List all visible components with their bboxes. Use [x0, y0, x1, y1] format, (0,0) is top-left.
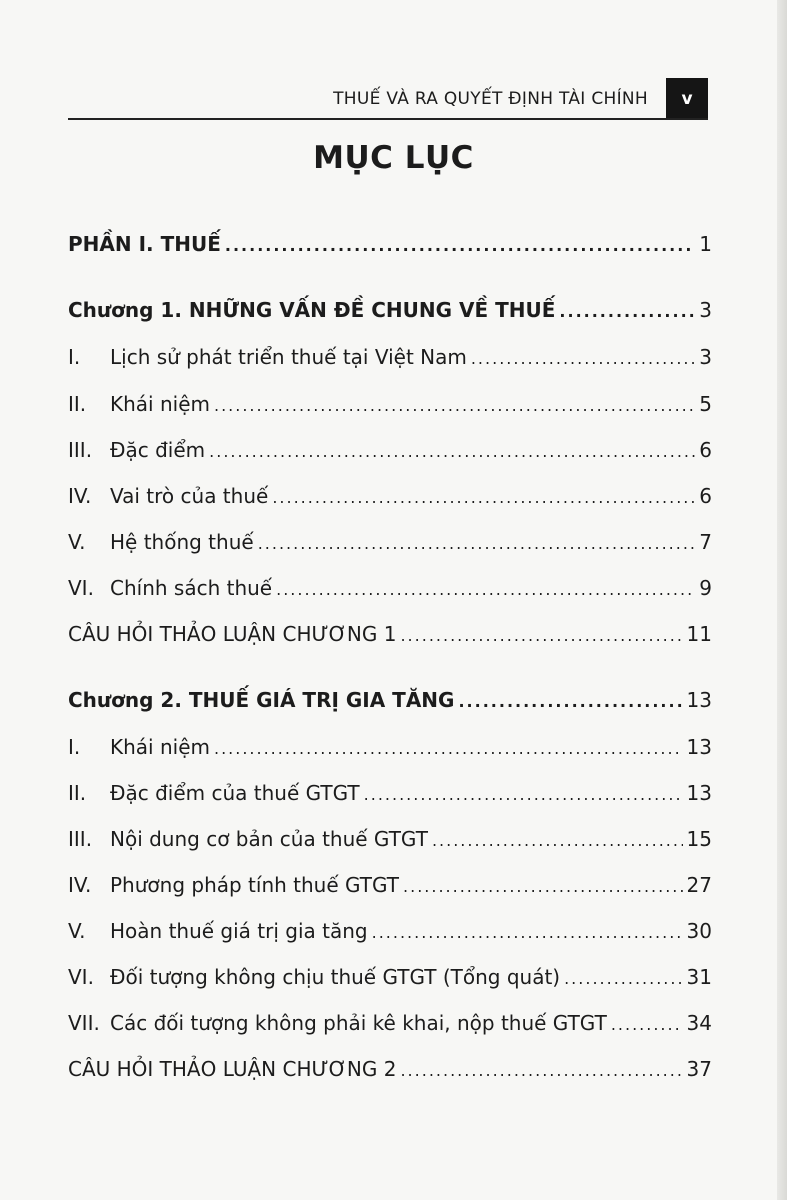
dot-leader [400, 1061, 682, 1080]
toc-entry-label: CÂU HỎI THẢO LUẬN CHƯƠNG 2 [68, 1057, 397, 1081]
dot-leader [214, 739, 683, 758]
dot-leader [458, 692, 682, 711]
toc-part-heading[interactable] [68, 232, 712, 256]
toc-entry[interactable] [68, 345, 712, 369]
dot-leader [372, 923, 683, 942]
toc-entry-label: Đặc điểm [110, 438, 206, 462]
toc-entry-page: 15 [686, 827, 712, 851]
page-number: v [666, 78, 708, 118]
header-rule [68, 118, 708, 120]
dot-leader [272, 488, 695, 507]
toc-entry-label: Vai trò của thuế [110, 484, 269, 508]
toc-entry-label: Chính sách thuế [110, 576, 273, 600]
toc-entry[interactable] [68, 919, 712, 943]
dot-leader [214, 396, 695, 415]
toc-entry-number: VI. [68, 576, 94, 600]
dot-leader [364, 785, 683, 804]
toc-entry[interactable] [68, 781, 712, 805]
toc-chapter-heading[interactable] [68, 688, 712, 712]
toc-entry-number: II. [68, 781, 87, 805]
toc-entry-page: 37 [686, 1057, 712, 1081]
dot-leader [400, 626, 682, 645]
toc-entry[interactable] [68, 576, 712, 600]
toc-entry[interactable] [68, 1057, 712, 1081]
toc-entry[interactable] [68, 735, 712, 759]
toc-entry[interactable] [68, 392, 712, 416]
toc-entry-page: 30 [686, 919, 712, 943]
toc-entry-label: Hệ thống thuế [110, 530, 254, 554]
toc-entry-page: 9 [699, 576, 712, 600]
toc-entry-page: 13 [686, 688, 712, 712]
toc-entry-number: VII. [68, 1011, 100, 1035]
toc-entry-label: Phương pháp tính thuế GTGT [110, 873, 400, 897]
dot-leader [471, 349, 695, 368]
dot-leader [209, 442, 695, 461]
toc-entry-page: 11 [686, 622, 712, 646]
toc-entry[interactable] [68, 1011, 712, 1035]
dot-leader [559, 302, 695, 321]
toc-entry[interactable] [68, 622, 712, 646]
running-header [68, 78, 708, 118]
toc-entry-page: 13 [686, 735, 712, 759]
dot-leader [258, 534, 696, 553]
toc-entry-page: 31 [686, 965, 712, 989]
dot-leader [432, 831, 683, 850]
toc-entry[interactable] [68, 965, 712, 989]
toc-entry-page: 27 [686, 873, 712, 897]
toc-entry[interactable] [68, 438, 712, 462]
dot-leader [564, 969, 682, 988]
toc-entry-label: Đặc điểm của thuế GTGT [110, 781, 360, 805]
toc-entry-label: Nội dung cơ bản của thuế GTGT [110, 827, 428, 851]
toc-entry-page: 6 [699, 438, 712, 462]
dot-leader [225, 236, 695, 255]
toc-entry-page: 6 [699, 484, 712, 508]
toc-entry-number: V. [68, 919, 86, 943]
toc-entry-number: II. [68, 392, 87, 416]
dot-leader [611, 1015, 683, 1034]
toc-entry-number: V. [68, 530, 86, 554]
toc-entry[interactable] [68, 530, 712, 554]
toc-entry-label: PHẦN I. THUẾ [68, 232, 221, 256]
toc-chapter-heading[interactable] [68, 298, 712, 322]
toc-entry[interactable] [68, 873, 712, 897]
toc-title: MỤC LỤC [313, 140, 474, 176]
toc-entry-number: III. [68, 438, 93, 462]
toc-entry-page: 1 [699, 232, 712, 256]
toc-entry-page: 13 [686, 781, 712, 805]
toc-entry-label: Khái niệm [110, 735, 210, 759]
toc-entry-number: I. [68, 345, 81, 369]
toc-entry-label: Lịch sử phát triển thuế tại Việt Nam [110, 345, 467, 369]
toc-entry-number: VI. [68, 965, 94, 989]
toc-entry-label: Khái niệm [110, 392, 210, 416]
dot-leader [403, 877, 683, 896]
toc-entry-label: Hoàn thuế giá trị gia tăng [110, 919, 368, 943]
toc-entry-label: Chương 2. THUẾ GIÁ TRỊ GIA TĂNG [68, 688, 455, 712]
toc-entry-page: 34 [686, 1011, 712, 1035]
toc-entry-number: IV. [68, 873, 92, 897]
toc-entry-number: IV. [68, 484, 92, 508]
dot-leader [276, 580, 695, 599]
toc-entry-label: Các đối tượng không phải kê khai, nộp thuế GTGT [110, 1011, 607, 1035]
page-edge [777, 0, 787, 1200]
toc-entry-label: Đối tượng không chịu thuế GTGT (Tổng quát) [110, 965, 561, 989]
toc-entry-page: 7 [699, 530, 712, 554]
toc-entry[interactable] [68, 484, 712, 508]
toc-entry-number: III. [68, 827, 93, 851]
toc-entry-label: CÂU HỎI THẢO LUẬN CHƯƠNG 1 [68, 622, 397, 646]
toc-entry-page: 3 [699, 345, 712, 369]
toc-entry-label: Chương 1. NHỮNG VẤN ĐỀ CHUNG VỀ THUẾ [68, 298, 556, 322]
toc-entry-number: I. [68, 735, 81, 759]
toc-entry-page: 3 [699, 298, 712, 322]
toc-entry-page: 5 [699, 392, 712, 416]
toc-entry[interactable] [68, 827, 712, 851]
running-title: THUẾ VÀ RA QUYẾT ĐỊNH TÀI CHÍNH [333, 89, 648, 109]
